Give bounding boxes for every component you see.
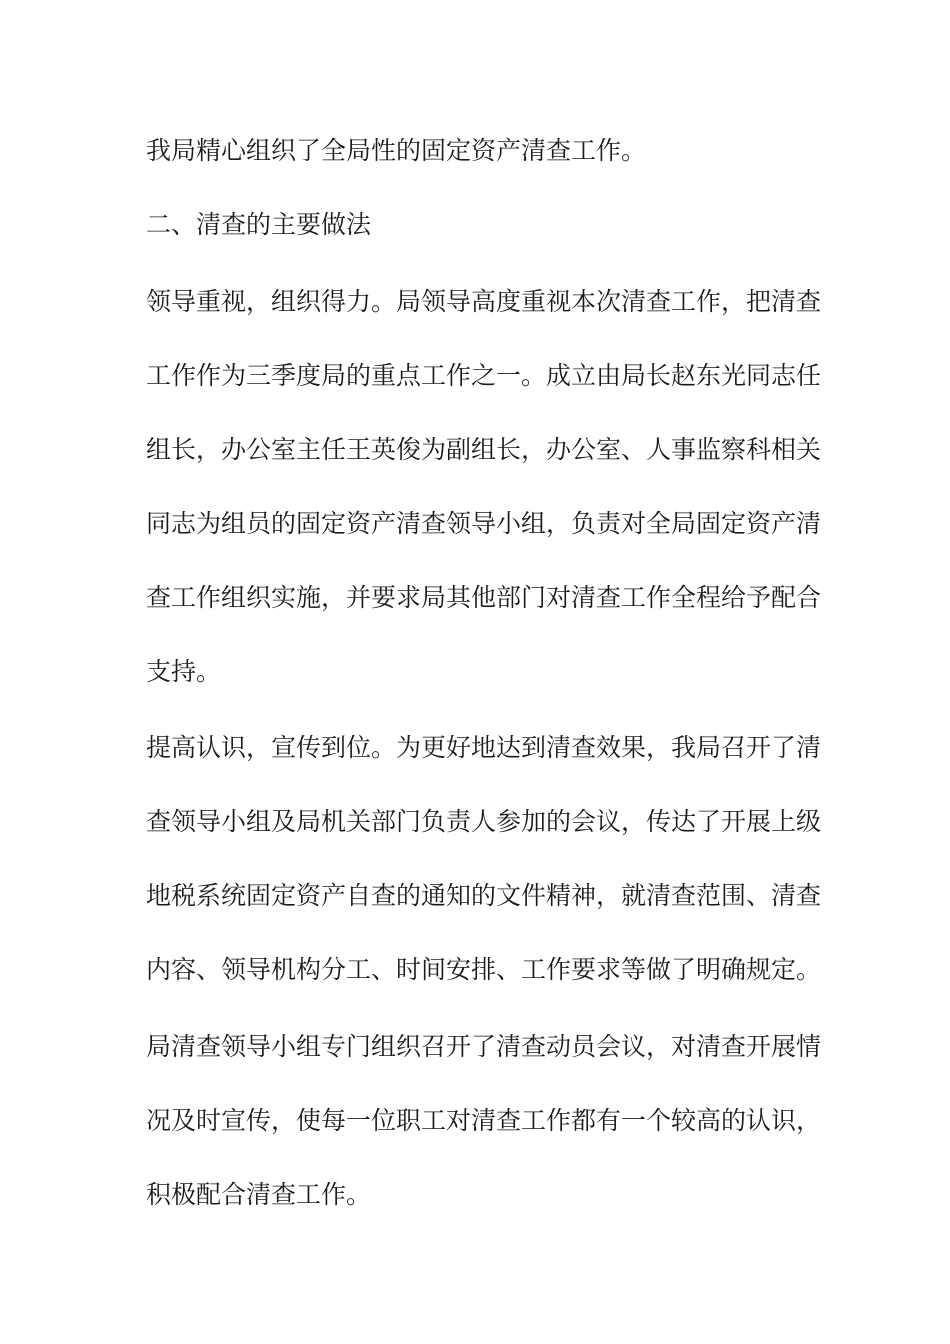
text-line: 工作作为三季度局的重点工作之一。成立由局长赵东光同志任 [146, 361, 822, 390]
text-line: 领导重视，组织得力。局领导高度重视本次清查工作，把清查 [146, 287, 822, 316]
text-line: 提高认识，宣传到位。为更好地达到清查效果，我局召开了清 [146, 733, 822, 762]
text-line: 查领导小组及局机关部门负责人参加的会议，传达了开展上级 [146, 807, 822, 836]
text-line: 局清查领导小组专门组织召开了清查动员会议，对清查开展情 [146, 1032, 822, 1061]
text-line: 积极配合清查工作。 [146, 1180, 372, 1209]
text-line: 查工作组织实施，并要求局其他部门对清查工作全程给予配合 [146, 583, 822, 612]
text-line: 同志为组员的固定资产清查领导小组，负责对全局固定资产清 [146, 509, 822, 538]
text-line: 内容、领导机构分工、时间安排、工作要求等做了明确规定。 [146, 955, 822, 984]
text-line: 况及时宣传，使每一位职工对清查工作都有一个较高的认识， [146, 1106, 822, 1135]
section-heading: 二、清查的主要做法 [146, 210, 372, 239]
text-line: 支持。 [146, 657, 222, 686]
text-line: 地税系统固定资产自查的通知的文件精神，就清查范围、清查 [146, 881, 822, 910]
text-line: 我局精心组织了全局性的固定资产清查工作。 [146, 136, 647, 165]
text-line: 组长，办公室主任王英俊为副组长，办公室、人事监察科相关 [146, 435, 822, 464]
